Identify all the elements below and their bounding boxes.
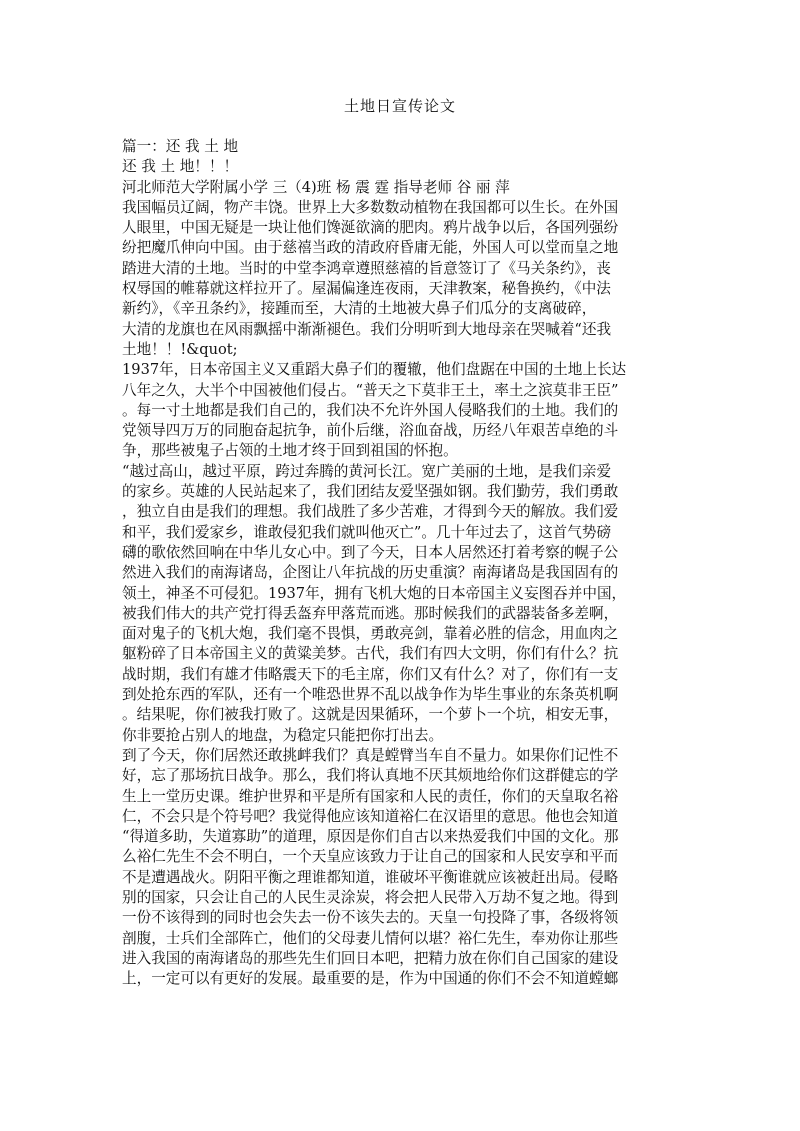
text-line: 河北师范大学附属小学 三（4)班 杨 震 霆 指导老师 谷 丽 萍 <box>122 178 510 196</box>
text-line: 和平，我们爱家乡，谁敢侵犯我们就叫他灭亡”。几十年过去了，这首气势磅 <box>122 523 612 541</box>
text-line: 上，一定可以有更好的发展。最重要的是，作为中国通的你们不会不知道螳螂 <box>122 970 619 988</box>
text-line: 别的国家，只会让自己的人民生灵涂炭，将会把人民带入万劫不复之地。得到 <box>122 888 619 906</box>
text-line: 踏进大清的土地。当时的中堂李鸿章遵照慈禧的旨意签订了《马关条约》，丧 <box>122 259 611 277</box>
text-line: 纷把魔爪伸向中国。由于慈禧当政的清政府昏庸无能，外国人可以堂而皇之地 <box>122 239 619 257</box>
text-line: 你非要抢占别人的地盘，为稳定只能把你打出去。 <box>122 726 444 744</box>
text-line: 党领导四万万的同胞奋起抗争，前仆后继，浴血奋战，历经八年艰苦卓绝的斗 <box>122 422 619 440</box>
text-line: 到了今天，你们居然还敢挑衅我们？真是螳臂当车自不量力。如果你们记性不 <box>122 746 619 764</box>
text-line: 面对鬼子的飞机大炮，我们毫不畏惧，勇敢亮剑，靠着必胜的信念，用血肉之 <box>122 625 619 643</box>
text-line: 篇一：还 我 土 地 <box>122 138 239 155</box>
text-line: 战时期，我们有雄才伟略震天下的毛主席，你们又有什么？对了，你们有一支 <box>122 665 619 683</box>
text-line: 权辱国的帷幕就这样拉开了。屋漏偏逢连夜雨，天津教案，秘鲁换约，《中法 <box>122 280 611 298</box>
text-line: 到处抢东西的军队，还有一个唯恐世界不乱以战争作为毕生事业的东条英机啊 <box>122 686 619 704</box>
text-line: 人眼里，中国无疑是一块让他们馋涎欲滴的肥肉。鸦片战争以后，各国列强纷 <box>122 219 619 237</box>
text-line: 。每一寸土地都是我们自己的，我们决不允许外国人侵略我们的土地。我们的 <box>122 401 619 419</box>
page-title: 土地日宣传论文 <box>343 97 456 115</box>
text-line: 八年之久，大半个中国被他们侵占。“普天之下莫非王土，率土之滨莫非王臣” <box>122 381 619 399</box>
text-line: 领土，神圣不可侵犯。1937年，拥有飞机大炮的日本帝国主义妄图吞并中国， <box>122 584 627 602</box>
text-line: 仁，不会只是个符号吧？我觉得他应该知道裕仁在汉语里的意思。他也会知道 <box>122 807 619 825</box>
text-line: 大清的龙旗也在风雨飘摇中渐渐褪色。我们分明听到大地母亲在哭喊着“还我 <box>122 320 612 338</box>
text-line: 生上一堂历史课。维护世界和平是所有国家和人民的责任，你们的天皇取名裕 <box>122 787 619 805</box>
text-line: 不是遭遇战火。阴阳平衡之理谁都知道，谁破坏平衡谁就应该被赶出局。侵略 <box>122 868 619 886</box>
text-line: 好，忘了那场抗日战争。那么，我们将认真地不厌其烦地给你们这群健忘的学 <box>122 767 619 785</box>
text-line: “得道多助，失道寡助”的道理，原因是你们自古以来热爱我们中国的文化。那 <box>122 828 619 846</box>
text-line: 被我们伟大的共产党打得丢盔弃甲落荒而逃。那时候我们的武器装备多差啊， <box>122 604 619 622</box>
text-line: ，独立自由是我们的理想。我们战胜了多少苦难，才得到今天的解放。我们爱 <box>122 503 619 521</box>
text-line: 么裕仁先生不会不明白，一个天皇应该致力于让自己的国家和人民安享和平而 <box>122 848 619 866</box>
text-line: 进入我国的南海诸岛的那些先生们回日本吧，把精力放在你们自己国家的建设 <box>122 949 619 967</box>
text-line: 新约》，《辛丑条约》，接踵而至，大清的土地被大鼻子们瓜分的支离破碎， <box>122 300 597 318</box>
text-line: 然进入我们的南海诸岛，企图让八年抗战的历史重演？南海诸岛是我国固有的 <box>122 564 619 582</box>
text-line: 的家乡。英雄的人民站起来了，我们团结友爱坚强如钢。我们勤劳，我们勇敢 <box>122 483 619 501</box>
text-line: 争，那些被鬼子占领的土地才终于回到祖国的怀抱。 <box>122 442 458 460</box>
text-line: 剖腹，士兵们全部阵亡，他们的父母妻儿情何以堪？裕仁先生，奉劝你让那些 <box>122 929 619 947</box>
text-line: 礴的歌依然回响在中华儿女心中。到了今天，日本人居然还打着考察的幌子公 <box>122 543 619 561</box>
text-line: 躯粉碎了日本帝国主义的黄粱美梦。古代，我们有四大文明，你们有什么？抗 <box>122 645 619 663</box>
text-line: 土地！！!&quot; <box>122 340 238 358</box>
text-line: 1937年，日本帝国主义又重蹈大鼻子们的覆辙，他们盘踞在中国的土地上长达 <box>122 361 627 379</box>
text-line: 我国幅员辽阔，物产丰饶。世界上大多数数动植物在我国都可以生长。在外国 <box>122 198 619 216</box>
text-line: 。结果呢，你们被我打败了。这就是因果循环，一个萝卜一个坑，相安无事， <box>122 706 619 724</box>
text-line: 还 我 土 地！！！ <box>122 158 239 176</box>
text-line: 一份不该得到的同时也会失去一份不该失去的。天皇一句投降了事，各级将领 <box>122 909 619 927</box>
text-line: “越过高山，越过平原，跨过奔腾的黄河长江。宽广美丽的土地，是我们亲爱 <box>122 462 612 480</box>
document-body <box>122 137 672 989</box>
